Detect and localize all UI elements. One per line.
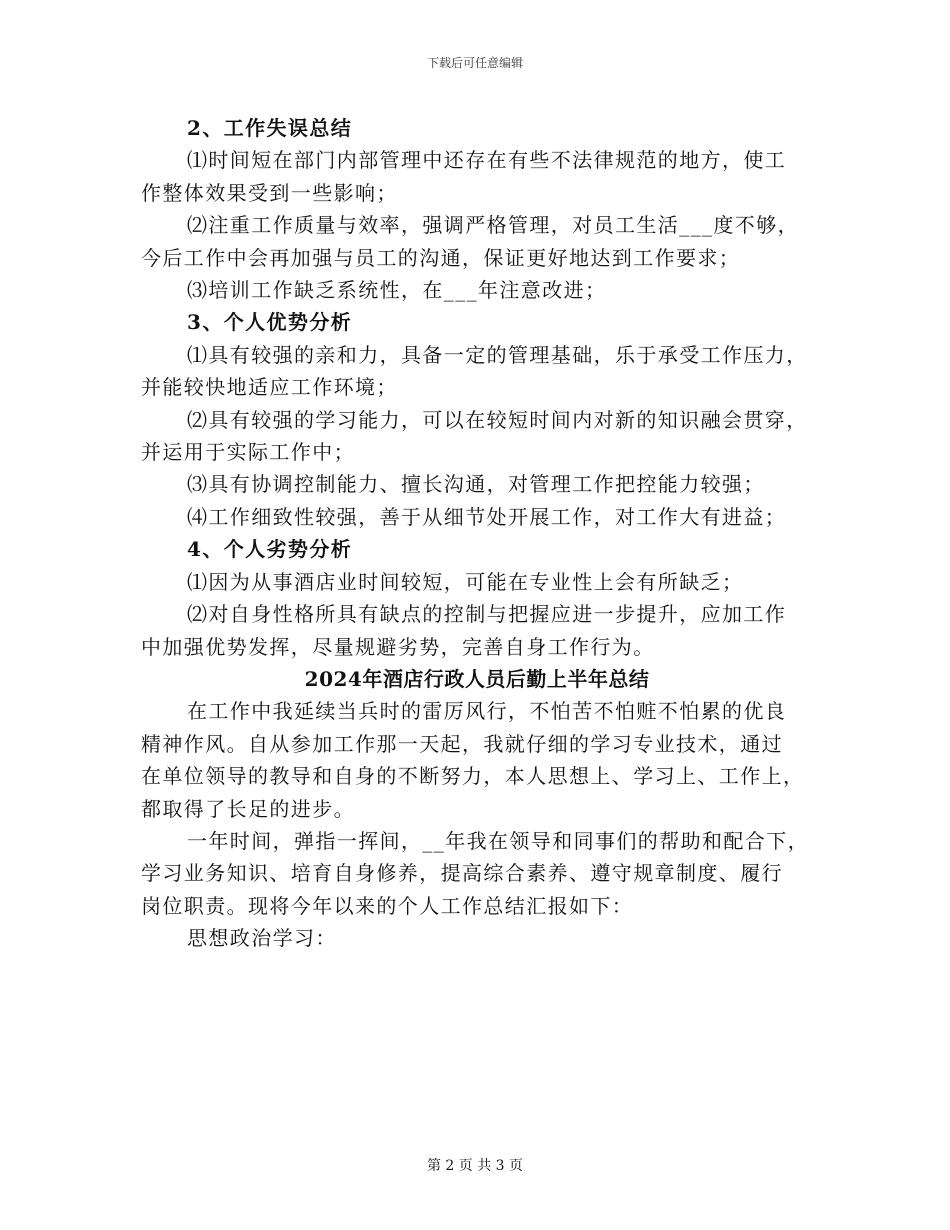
paragraph-line: ⑷工作细致性较强，善于从细节处开展工作，对工作大有进益； [187, 504, 787, 529]
page-footer: 第 2 页 共 3 页 [426, 1158, 524, 1174]
paragraph-line: 今后工作中会再加强与员工的沟通，保证更好地达到工作要求； [141, 245, 741, 270]
section-heading: 4、个人劣势分析 [187, 537, 353, 562]
paragraph-line: ⑵注重工作质量与效率，强调严格管理，对员工生活___度不够， [187, 213, 799, 238]
paragraph-line: ⑵对自身性格所具有缺点的控制与把握应进一步提升，应加工作 [187, 602, 787, 627]
document-title: 2024年酒店行政人员后勤上半年总结 [304, 666, 650, 691]
paragraph-line: 岗位职责。现将今年以来的个人工作总结汇报如下： [141, 893, 634, 918]
paragraph-line: ⑶培训工作缺乏系统性，在___年注意改进； [187, 278, 607, 303]
paragraph-line: 精神作风。自从参加工作那一天起，我就仔细的学习专业技术，通过 [141, 731, 783, 756]
document-body [141, 112, 813, 955]
paragraph-line: 都取得了长足的进步。 [141, 796, 355, 821]
paragraph-line: 并能较快地适应工作环境； [141, 375, 398, 400]
paragraph-line: ⑶具有协调控制能力、擅长沟通，对管理工作把控能力较强； [187, 472, 765, 497]
paragraph-line: 思想政治学习： [187, 926, 337, 951]
paragraph-line: ⑴因为从事酒店业时间较短，可能在专业性上会有所缺乏； [187, 569, 744, 594]
paragraph-line: ⑴时间短在部门内部管理中还存在有些不法律规范的地方，使工 [187, 148, 787, 173]
paragraph-line: 一年时间，弹指一挥间，__年我在领导和同事们的帮助和配合下， [187, 828, 809, 853]
paragraph-line: 中加强优势发挥，尽量规避劣势，完善自身工作行为。 [141, 634, 655, 659]
page-header-note: 下载后可任意编辑 [426, 56, 523, 70]
paragraph-line: 在单位领导的教导和自身的不断努力，本人思想上、学习上、工作上， [141, 764, 805, 789]
section-heading: 2、工作失误总结 [187, 116, 353, 140]
paragraph-line: 作整体效果受到一些影响； [141, 180, 398, 205]
paragraph-line: ⑴具有较强的亲和力，具备一定的管理基础，乐于承受工作压力， [187, 342, 808, 367]
section-heading: 3、个人优势分析 [187, 310, 353, 335]
paragraph-line: 学习业务知识、培育自身修养，提高综合素养、遵守规章制度、履行 [141, 861, 783, 886]
paragraph-line: 并运用于实际工作中； [141, 440, 355, 465]
paragraph-line: 在工作中我延续当兵时的雷厉风行，不怕苦不怕赃不怕累的优良 [187, 699, 787, 724]
paragraph-line: ⑵具有较强的学习能力，可以在较短时间内对新的知识融会贯穿， [187, 407, 808, 432]
